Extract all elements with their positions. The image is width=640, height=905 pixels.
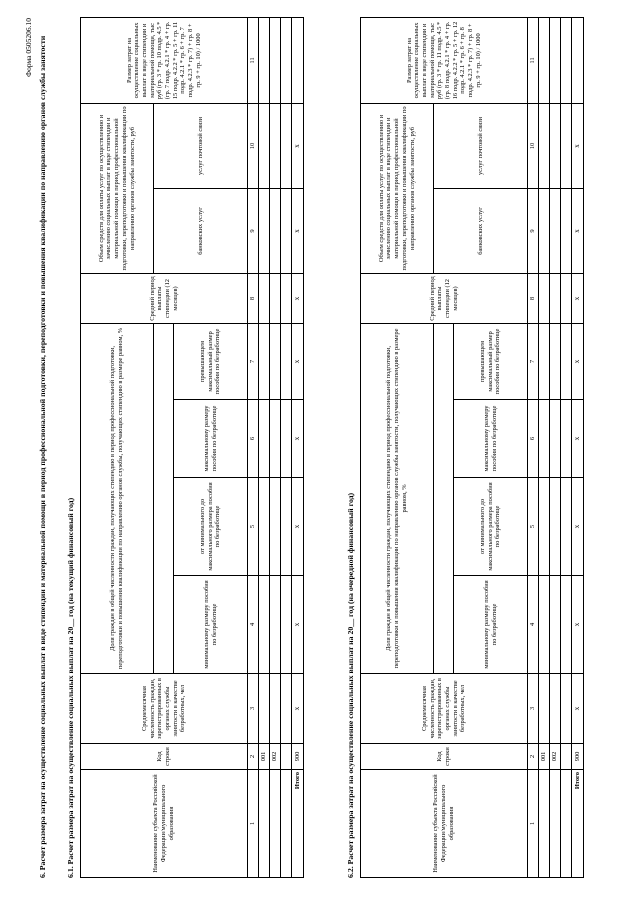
- header-code: Код строки: [361, 744, 528, 770]
- total-code: 900: [292, 744, 304, 770]
- col-num: 1: [248, 770, 259, 878]
- header-postal-services: услуг почтовой связи: [154, 103, 248, 188]
- header-avg-count: Среднемесячная численность граждан, зарегистрированных в органах службы занятости в качестве безработных, чел: [361, 674, 528, 744]
- cross-mark: x: [292, 674, 304, 744]
- header-avg-count: Среднемесячная численность граждан, зарегистрированных в органах службы занятости в качестве безработных, чел: [81, 674, 248, 744]
- total-label: Итого: [572, 770, 584, 878]
- table-row: [539, 17, 550, 877]
- header-avg-period: Средний период выплаты стипендии (12 месяцев): [361, 273, 528, 323]
- header-min-allowance: минимальному размеру пособия по безработице: [454, 576, 528, 674]
- header-max-allowance: максимальному размеру пособия по безработице: [454, 400, 528, 478]
- row-code: 002: [270, 744, 281, 770]
- table-row: [270, 17, 281, 877]
- col-num: 3: [248, 674, 259, 744]
- table-row: [259, 17, 270, 877]
- col-num: 10: [528, 103, 539, 188]
- header-min-allowance: минимальному размеру пособия по безработице: [174, 576, 248, 674]
- col-num: 4: [528, 576, 539, 674]
- cross-mark: x: [572, 273, 584, 323]
- cross-mark: x: [292, 478, 304, 576]
- header-min-to-max: от минимального до максимального размера пособия по безработице: [174, 478, 248, 576]
- col-num: 1: [528, 770, 539, 878]
- col-num: 10: [248, 103, 259, 188]
- row-code: 001: [539, 744, 550, 770]
- col-num: 4: [248, 576, 259, 674]
- col-num: 7: [248, 323, 259, 399]
- section-6-1-heading: 6.1. Расчет размера затрат на осуществление социальных выплат на 20__ год (на текущий финансовый год): [66, 497, 75, 878]
- col-num: 6: [248, 400, 259, 478]
- section-6-heading: 6. Расчет размера затрат на осуществление социальных выплат в виде стипендии и материальной помощи в период профессиональной подготовки, переподготовки и повышения квалификации по направлению органов службы занятости: [38, 35, 47, 878]
- table-6-1: [80, 17, 304, 878]
- col-num: 2: [528, 744, 539, 770]
- cross-mark: x: [292, 103, 304, 188]
- cross-mark: x: [292, 400, 304, 478]
- header-funds-group: Объем средств для оплаты услуг по осуществлению и зачислению социальных выплат в виде стипендии и материальной помощи в период профессиональной подготовки, переподготовки и повышения квалификации по направлению органов службы занятости, руб: [361, 103, 434, 273]
- table-row: [281, 17, 292, 877]
- col-num: 8: [248, 273, 259, 323]
- cross-mark: x: [572, 188, 584, 273]
- cross-mark: x: [292, 273, 304, 323]
- header-min-to-max: от минимального до максимального размера пособия по безработице: [454, 478, 528, 576]
- cross-mark: x: [292, 576, 304, 674]
- header-name: Наименование субъекта Российской Федерации/муниципального образования: [81, 770, 248, 878]
- cross-mark: x: [572, 103, 584, 188]
- total-row: [292, 17, 304, 877]
- header-share-group: Доля граждан в общей численности граждан, получающих стипендию в период профессиональной подготовки, переподготовки и повышения квалификации по направлению органов службы занятости, получающих стипендию в размере равном, %: [361, 323, 434, 673]
- col-num: 9: [248, 188, 259, 273]
- cross-mark: x: [292, 188, 304, 273]
- row-code: 002: [550, 744, 561, 770]
- total-row: [572, 17, 584, 877]
- row-code: 001: [259, 744, 270, 770]
- header-share-subgroup: [154, 323, 174, 673]
- section-6-2-heading: 6.2. Расчет размера затрат на осуществление социальных выплат на 20__ год (на очередной финансовый год): [346, 492, 355, 878]
- header-max-allowance: максимальному размеру пособия по безработице: [174, 400, 248, 478]
- col-num: 3: [528, 674, 539, 744]
- header-expense-size: Размер затрат на осуществление социальных выплат в виде стипендии и материальной помощи, тыс руб (гр. 3 * гр. 11 подр. 4.5 * (гр. 8 подр. 4.2.1 * гр. 4 + гр. 16 подр. 4.2.2 * гр. 5 + гр. 12 подр. 4.2.1 * гр. 6 + гр. 8 подр. 4.2.3 * гр. 7) + гр. 8 + гр. 9 + гр. 10) / 1000: [361, 17, 528, 103]
- col-num: 5: [528, 478, 539, 576]
- cross-mark: x: [292, 323, 304, 399]
- cross-mark: x: [572, 478, 584, 576]
- header-code: Код строки: [81, 744, 248, 770]
- header-share-group: Доля граждан в общей численности граждан, получающих стипендию в период профессиональной подготовки, переподготовки и повышения квалификации по направлению органов службы, получающих стипендию в размере равном, %: [81, 323, 154, 673]
- col-num: 7: [528, 323, 539, 399]
- header-over-max: превышающем максимальный размер пособия по безработице: [174, 323, 248, 399]
- col-num: 6: [528, 400, 539, 478]
- header-over-max: превышающем максимальный размер пособия по безработице: [454, 323, 528, 399]
- header-postal-services: услуг почтовой связи: [434, 103, 528, 188]
- col-num: 9: [528, 188, 539, 273]
- cross-mark: x: [572, 674, 584, 744]
- cross-mark: x: [572, 576, 584, 674]
- table-6-2: [360, 17, 584, 878]
- total-code: 900: [572, 744, 584, 770]
- table-row: [561, 17, 572, 877]
- header-bank-services: банковских услуг: [434, 188, 528, 273]
- header-avg-period: Средний период выплаты стипендии (12 месяцев): [81, 273, 248, 323]
- col-num: 11: [248, 17, 259, 103]
- header-name: Наименование субъекта Российской Федерации/муниципального образования: [361, 770, 528, 878]
- header-funds-group: Объем средств для оплаты услуг по осуществлению и зачислению социальных выплат в виде стипендии и материальной помощи в период профессиональной подготовки, переподготовки и повышения квалификации по направлению органов службы занятости, руб: [81, 103, 154, 273]
- col-num: 2: [248, 744, 259, 770]
- cross-mark: x: [572, 400, 584, 478]
- rotated-content: [20, 8, 620, 888]
- header-bank-services: банковских услуг: [154, 188, 248, 273]
- header-share-subgroup: [434, 323, 454, 673]
- col-num: 11: [528, 17, 539, 103]
- form-number: Форма 0505206.10: [24, 18, 33, 77]
- total-label: Итого: [292, 770, 304, 878]
- col-num: 5: [248, 478, 259, 576]
- cross-mark: x: [572, 323, 584, 399]
- header-expense-size: Размер затрат на осуществление социальных выплат в виде стипендии и материальной помощи, тыс руб (гр. 3 * гр. 10 подр. 4.5 * (гр. 7 подр. 4.2.1 * гр. 4 + гр. 15 подр. 4.2.2 * гр. 5 + гр. 11 подр. 4.2.1 * гр. 6 + гр. 7 подр. 4.2.3 * гр. 7) + гр. 8 + гр. 9 + гр. 10) / 1000: [81, 17, 248, 103]
- col-num: 8: [528, 273, 539, 323]
- table-row: [550, 17, 561, 877]
